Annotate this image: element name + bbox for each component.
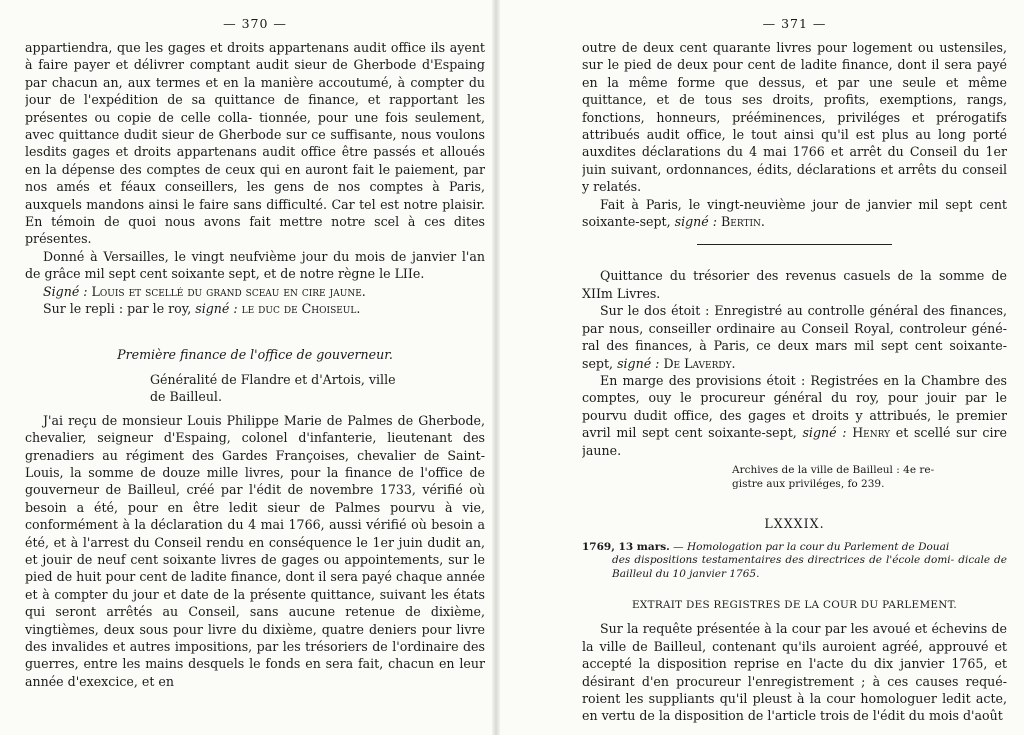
right-paragraph-5: En marge des provisions étoit : Registrées en la Chambre des comptes, ouy le procureur général du roy, pour jouir par le pourvu dudit office, des gages et droits y attribués, le premier avril mil sept cent soixante-sept, signé : Henry et scellé sur cire jaune.: [582, 372, 1007, 458]
page-number-right: — 371 —: [762, 16, 827, 31]
archive-reference: Archives de la ville de Bailleul : 4e re- gistre aux priviléges, fo 239.: [732, 463, 935, 491]
left-paragraph-2: Donné à Versailles, le vingt neufvième jour du mois de janvier l'an de grâce mil sept cent soixante sept, et de notre règne le LIIe.: [25, 248, 485, 282]
document-number: LXXXIX.: [764, 515, 825, 531]
right-paragraph-6: Sur la requête présentée à la cour par les avoué et échevins de la ville de Bailleul, contenant qu'ils auroient agréé, approuvé et accepté la disposition reprise en l'acte du dix janvier 1765, et désirant d'en procureur l'enregistrement ; à ces causes requé- roient les suppliants qu'il pleust à la cour homologuer ledit acte, en vertu de la disposition de l'article trois de l'édit du mois d'août: [582, 621, 1007, 724]
signature-line: Signé : Louis et scellé du grand sceau en cire jaune.: [43, 283, 366, 299]
right-paragraph-4: Sur le dos étoit : Enregistré au controlle général des finances, par nous, conseiller ordinaire au Conseil Royal, controleur géné- ral des finances, à Paris, ce deux mars mil sept cent soixante- sept, signé : De Laverdy.: [582, 303, 1007, 371]
page-number-left: — 370 —: [223, 16, 287, 31]
right-paragraph-2: Fait à Paris, le vingt-neuvième jour de janvier mil sept cent soixante-sept, signé : Bertin.: [582, 196, 1007, 230]
right-paragraph-3: Quittance du trésorier des revenus casuels de la somme de XIIm Livres.: [582, 268, 1007, 301]
section-divider: [697, 244, 892, 245]
section-heading: Première finance de l'office de gouverneur.: [117, 346, 393, 362]
right-paragraph-1: outre de deux cent quarante livres pour logement ou ustensiles, sur le pied de deux pour cent de ladite finance, dont il sera payé en la même forme que dessus, et par une seule et même quittance, et de tous ses droits, profits, exemptions, rangs, fonctions, honneurs, prééminences, priviléges et prérogatifs attribués audit office, le tout ainsi qu'il est plus au long porté auxdites déclarations du 4 mai 1766 et arrêt du Conseil du 1er juin suivant, ordonnances, édits, déclarations et arrêts du conseil y relatés.: [582, 40, 1007, 195]
dated-summary-continuation: des dispositions testamentaires des directrices de l'école domi- dicale de Bailleul du 10 janvier 1765.: [612, 554, 1007, 580]
right-page: [582, 0, 1007, 735]
left-page: [25, 0, 485, 735]
book-gutter: [492, 0, 500, 735]
dated-summary: 1769, 13 mars. — Homologation par la cour du Parlement de Douai des dispositions testamentaires des directrices de l'école domi- dicale de Bailleul du 10 janvier 1765.: [582, 540, 1007, 580]
repli-line: Sur le repli : par le roy, signé : le duc de Choiseul.: [43, 301, 361, 317]
left-paragraph-3: J'ai reçu de monsieur Louis Philippe Marie de Palmes de Gherbode, chevalier, seigneur d'Espaing, colonel d'infanterie, lieutenant des grenadiers au régiment des Gardes Françoises, chevalier de Saint-Louis, la somme de douze mille livres, pour la finance de l'office de gouverneur de Bailleul, créé par l'édit de novembre 1733, vérifié où besoin a été, pour en être ledit sieur de Palmes pourvu à vie, conformément à la déclaration du 4 mai 1766, aussi vérifié où besoin a été, et à l'arrest du Conseil rendu en conséquence le 1er juin dudit an, et jouir de neuf cent soixante livres de gages ou appointements, sur le pied de huit pour cent de ladite finance, dont il sera payé chaque année et à compter du jour et date de la présente quittance, suivant les états qui seront arrêtés au Conseil, sans aucune retenue de dixième, vingtièmes, deux sous pour livre du dixième, quatre deniers pour livre des invalides et autres impositions, par les trésoriers de l'ordinaire des guerres, entre les mains desquels le fonds en sera fait, chacun en leur année d'exexcice, et en: [25, 412, 485, 689]
extract-heading: EXTRAIT DES REGISTRES DE LA COUR DU PARLEMENT.: [632, 599, 957, 612]
left-paragraph-1: appartiendra, que les gages et droits appartenans audit office ils ayent à faire payer et délivrer comptant audit sieur de Gherbode d'Espaing par chacun an, aux termes et en la manière accoutumé, à compter du jour de l'expédition de sa quittance de finance, et rapportant les présentes ou copie de celle colla- tionnée, pour une fois seulement, avec quittance dudit sieur de Gherbode sur ce suffisante, nous voulons lesdits gages et droits appartenans audit office être passés et alloués en la dépense des comptes de ceux qui en auront fait le paiement, par nos amés et féaux conseillers, les gens de nos comptes à Paris, auxquels mandons ainsi le faire sans difficulté. Car tel est notre plaisir. En témoin de quoi nous avons fait mettre notre scel à ces dites présentes.: [25, 40, 485, 247]
generalite-line: Généralité de Flandre et d'Artois, ville de Bailleul.: [150, 371, 396, 405]
